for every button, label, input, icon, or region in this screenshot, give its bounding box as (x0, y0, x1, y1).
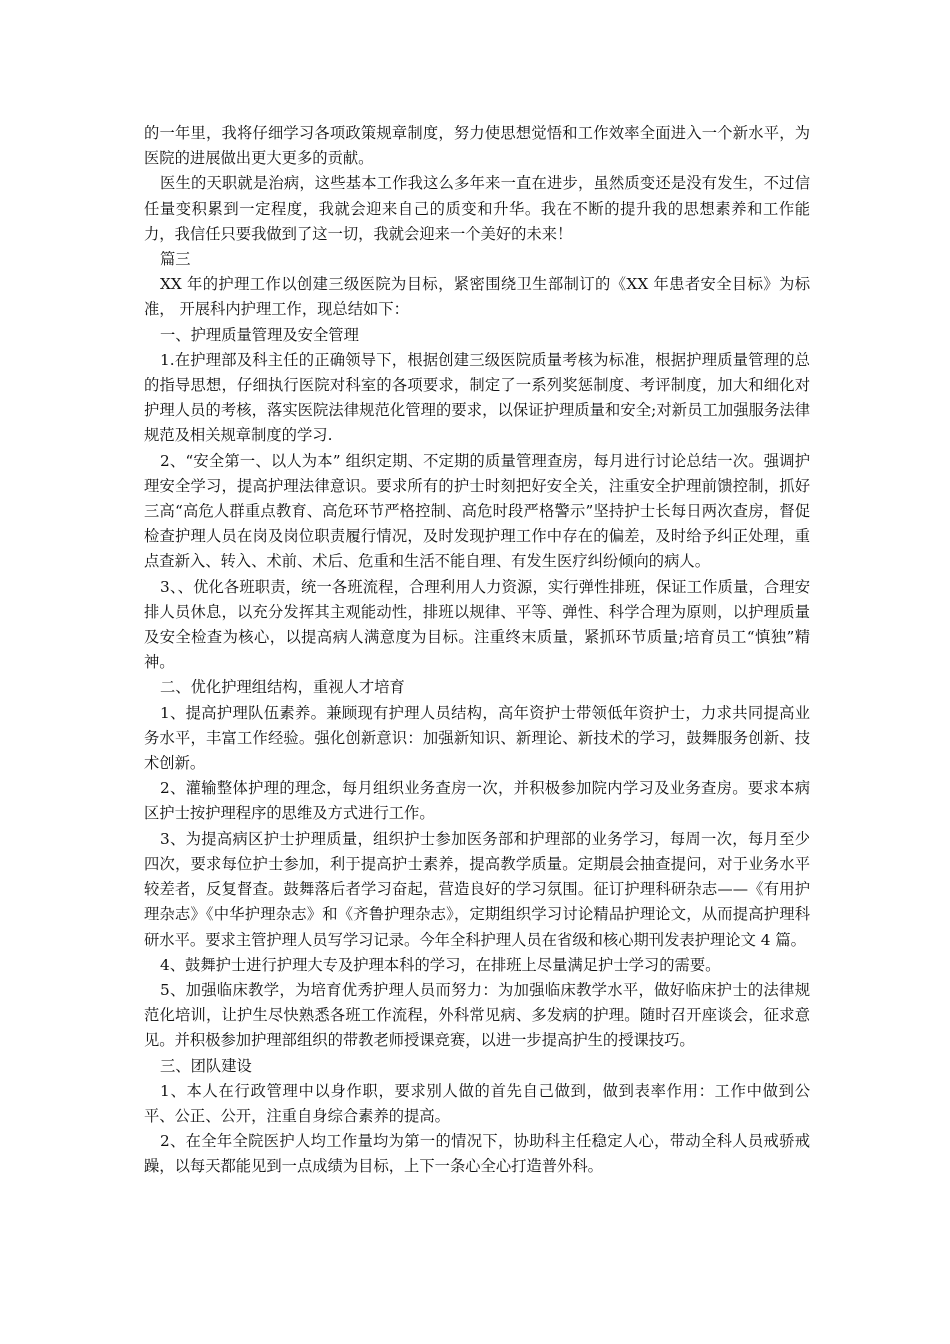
paragraph: 2、灌输整体护理的理念，每月组织业务查房一次，并积极参加院内学习及业务查房。要求本病区护士按护理程序的思维及方式进行工作。 (144, 779, 810, 823)
paragraph: 4、鼓舞护士进行护理大专及护理本科的学习，在排班上尽量满足护士学习的需要。 (160, 955, 721, 974)
paragraph-continuation: 的一年里，我将仔细学习各项政策规章制度，努力使思想觉悟和工作效率全面进入一个新水平，为医院的进展做出更大更多的贡献。 (144, 124, 810, 168)
paragraph: 1、提高护理队伍素养。兼顾现有护理人员结构，高年资护士带领低年资护士，力求共同提高业务水平，丰富工作经验。强化创新意识：加强新知识、新理论、新技术的学习，鼓舞服务创新、技术创新。 (144, 703, 810, 773)
section-label: 篇三 (160, 250, 191, 269)
paragraph: XX 年的护理工作以创建三级医院为目标，紧密围绕卫生部制订的《XX 年患者安全目标》为标准， 开展科内护理工作，现总结如下： (144, 275, 810, 319)
paragraph: 1、本人在行政管理中以身作职，要求别人做的首先自己做到，做到表率作用：工作中做到公平、公正、公开，注重自身综合素养的提高。 (144, 1081, 810, 1125)
paragraph: 3、、优化各班职责，统一各班流程，合理利用人力资源，实行弹性排班，保证工作质量，合理安排人员休息，以充分发挥其主观能动性，排班以规律、平等、弹性、科学合理为原则，以护理质量及安全检查为核心，以提高病人满意度为目标。注重终末质量，紧抓环节质量;培育员工“慎独”精神。 (144, 577, 810, 672)
section-heading: 三、团队建设 (160, 1056, 252, 1075)
paragraph: 1.在护理部及科主任的正确领导下，根据创建三级医院质量考核为标准，根据护理质量管理的总的指导思想，仔细执行医院对科室的各项要求，制定了一系列奖惩制度、考评制度，加大和细化对护理人员的考核，落实医院法律规范化管理的要求，以保证护理质量和安全;对新员工加强服务法律规范及相关规章制度的学习. (144, 350, 810, 445)
paragraph: 医生的天职就是治病，这些基本工作我这么多年来一直在进步，虽然质变还是没有发生，不过信任量变积累到一定程度，我就会迎来自己的质变和升华。我在不断的提升我的思想素养和工作能力，我信任只要我做到了这一切，我就会迎来一个美好的未来！ (144, 174, 810, 243)
paragraph: 5、加强临床教学，为培育优秀护理人员而努力：为加强临床教学水平，做好临床护士的法律规范化培训，让护生尽快熟悉各班工作流程，外科常见病、多发病的护理。随时召开座谈会，征求意见。并积极参加护理部组织的带教老师授课竞赛，以进一步提高护生的授课技巧。 (144, 980, 810, 1050)
paragraph: 2、“安全第一、以人为本” 组织定期、不定期的质量管理查房，每月进行讨论总结一次。强调护理安全学习，提高护理法律意识。要求所有的护士时刻把好安全关，注重安全护理前馈控制，抓好三高“高危人群重点教育、高危环节严格控制、高危时段严格警示”坚持护士长每日两次查房，督促检查护理人员在岗及岗位职责履行情况，及时发现护理工作中存在的偏差，及时给予纠正处理，重点查新入、转入、术前、术后、危重和生活不能自理、有发生医疗纠纷倾向的病人。 (144, 451, 810, 571)
paragraph: 2、在全年全院医护人均工作量均为第一的情况下，协助科主任稳定人心，带动全科人员戒骄戒躁，以每天都能见到一点成绩为目标，上下一条心全心打造普外科。 (144, 1132, 810, 1176)
section-heading: 一、护理质量管理及安全管理 (160, 325, 359, 344)
section-heading: 二、优化护理组结构，重视人才培育 (160, 678, 405, 697)
document-page (144, 121, 810, 1180)
paragraph: 3、为提高病区护士护理质量，组织护士参加医务部和护理部的业务学习，每周一次，每月至少四次，要求每位护士参加，利于提高护士素养，提高教学质量。定期晨会抽查提问，对于业务水平较差者，反复督查。鼓舞落后者学习奋起，营造良好的学习氛围。征订护理科研杂志——《有用护理杂志》《中华护理杂志》和《齐鲁护理杂志》，定期组织学习讨论精品护理论文，从而提高护理科研水平。要求主管护理人员写学习记录。今年全科护理人员在省级和核心期刊发表护理论文 4 篇。 (144, 829, 810, 949)
